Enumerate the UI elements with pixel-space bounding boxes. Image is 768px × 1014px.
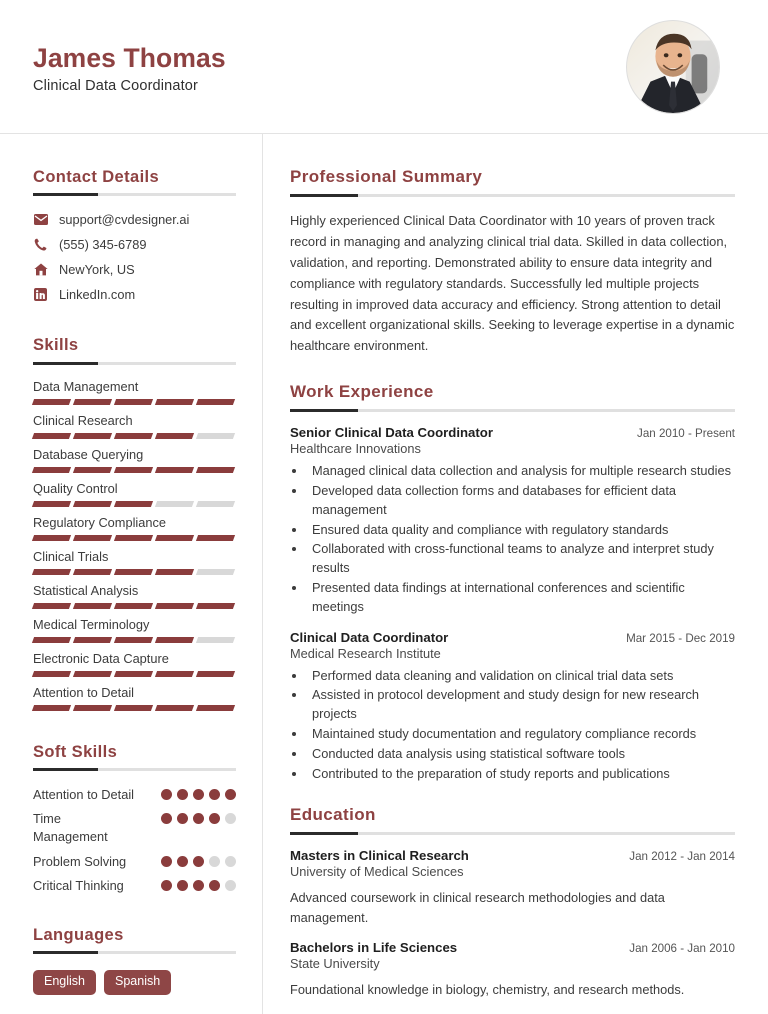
work-entry-list — [290, 425, 735, 783]
soft-skill-dot — [209, 789, 220, 800]
soft-skill-item — [33, 877, 236, 895]
soft-skill-dot — [177, 813, 188, 824]
skill-label: Electronic Data Capture — [33, 650, 169, 666]
skill-bar-segment — [155, 399, 194, 405]
skill-item — [33, 617, 236, 643]
skill-bar-segment — [155, 433, 194, 439]
work-bullet: • Conducted data analysis using statistical software tools — [307, 745, 735, 764]
skill-label: Quality Control — [33, 480, 118, 496]
soft-skill-dot — [209, 813, 220, 824]
work-bullet: • Collaborated with cross-functional teams to analyze and interpret study results — [307, 540, 735, 578]
summary-paragraph: Highly experienced Clinical Data Coordinator with 10 years of proven track record in managing and analyzing clinical trial data. Skilled in data collection, validation, and reporting. Demonstrated ability to ensure data integrity and compliance with regulatory standards. Successfully led multiple projects resulting in improved data accuracy and efficiency. Strong attention to detail and excellent organizational skills. Seeking to leverage expertise in a dynamic healthcare environment. — [290, 212, 735, 354]
skill-bar-segment — [73, 637, 112, 643]
skill-bar-segment — [114, 705, 153, 711]
skill-bar-segment — [73, 501, 112, 507]
spacer — [290, 357, 735, 381]
skill-bar-segment — [196, 705, 235, 711]
skill-label: Attention to Detail — [33, 684, 135, 700]
work-company: Healthcare Innovations — [290, 441, 421, 457]
skill-bar-segment — [32, 603, 71, 609]
spacer — [33, 719, 236, 741]
languages-heading — [33, 924, 236, 954]
skill-bar-segment — [155, 467, 194, 473]
work-company: Medical Research Institute — [290, 645, 441, 661]
education-description: Advanced coursework in clinical research methodologies and data management. — [290, 890, 665, 925]
spacer — [33, 312, 236, 334]
skill-bar-segment — [114, 535, 153, 541]
sidebar — [0, 134, 263, 1014]
resume-body — [0, 134, 768, 1014]
work-entry — [290, 630, 735, 784]
skill-rating-bar — [33, 399, 236, 405]
section-soft-skills — [33, 741, 236, 896]
skill-bar-segment — [73, 603, 112, 609]
skill-bar-segment — [196, 603, 235, 609]
work-job-title: Senior Clinical Data Coordinator — [290, 425, 493, 441]
section-professional-summary — [290, 166, 735, 357]
language-badge[interactable]: English — [33, 970, 96, 995]
skill-bar-segment — [114, 569, 153, 575]
soft-skill-item — [33, 853, 236, 871]
skill-label: Data Management — [33, 378, 139, 394]
skill-rating-bar — [33, 637, 236, 643]
skill-item — [33, 413, 236, 439]
work-date-range: Jan 2010 - Present — [637, 427, 735, 441]
skill-item — [33, 447, 236, 473]
skill-bar-segment — [196, 569, 235, 575]
soft-skill-label: Critical Thinking — [33, 878, 124, 894]
section-contact-details — [33, 166, 236, 302]
skill-bar-segment — [114, 501, 153, 507]
skill-bar-segment — [32, 569, 71, 575]
soft-skill-dot — [225, 880, 236, 891]
skill-rating-bar — [33, 501, 236, 507]
language-badge[interactable]: Spanish — [104, 970, 171, 995]
skill-item — [33, 583, 236, 609]
skill-bar-segment — [155, 535, 194, 541]
section-title: Professional Summary — [290, 167, 483, 186]
skill-bar-segment — [196, 671, 235, 677]
linkedin-icon — [33, 287, 48, 302]
education-school: State University — [290, 955, 380, 971]
skill-bar-segment — [32, 535, 71, 541]
soft-skill-dot — [225, 856, 236, 867]
resume-header — [0, 0, 768, 134]
skill-label: Clinical Trials — [33, 548, 109, 564]
soft-skill-label: Attention to Detail — [33, 786, 135, 802]
section-languages — [33, 924, 236, 995]
skill-bar-segment — [32, 705, 71, 711]
skill-bar-segment — [114, 433, 153, 439]
soft-skill-dot — [177, 856, 188, 867]
skill-bar-segment — [73, 467, 112, 473]
soft-skill-item — [33, 786, 236, 804]
education-description: Foundational knowledge in biology, chemistry, and research methods. — [290, 981, 685, 997]
soft-skill-dot — [161, 856, 172, 867]
work-bullet-list — [307, 667, 735, 784]
skill-item — [33, 515, 236, 541]
languages-list — [33, 970, 236, 995]
soft-skill-dot — [225, 789, 236, 800]
education-entry — [290, 940, 735, 999]
education-date-range: Jan 2012 - Jan 2014 — [629, 850, 735, 864]
skill-bar-segment — [32, 399, 71, 405]
contact-item-phone[interactable] — [33, 237, 236, 252]
skill-item — [33, 549, 236, 575]
soft-skills-list — [33, 786, 236, 895]
education-school: University of Medical Sciences — [290, 864, 464, 880]
work-job-title: Clinical Data Coordinator — [290, 629, 449, 645]
work-bullet: • Managed clinical data collection and analysis for multiple research studies — [307, 462, 735, 481]
section-title: Contact Details — [33, 168, 160, 186]
skill-bar-segment — [73, 569, 112, 575]
soft-skill-label: Time Management — [33, 811, 108, 845]
soft-skill-dot — [161, 880, 172, 891]
section-title: Education — [290, 805, 376, 825]
professional-summary-heading — [290, 166, 735, 197]
education-entry-list — [290, 848, 735, 999]
section-title: Languages — [33, 926, 124, 945]
work-bullet: • Developed data collection forms and databases for efficient data management — [307, 482, 735, 520]
soft-skill-dot — [209, 856, 220, 867]
spacer — [290, 784, 735, 804]
header-text-block — [33, 39, 226, 94]
education-heading — [290, 804, 735, 835]
soft-skill-dot — [193, 856, 204, 867]
soft-skill-dot — [193, 789, 204, 800]
skill-bar-segment — [155, 705, 194, 711]
skill-bar-segment — [73, 433, 112, 439]
skill-label: Statistical Analysis — [33, 582, 139, 598]
skill-rating-bar — [33, 433, 236, 439]
section-divider — [290, 409, 735, 412]
soft-skill-dot — [193, 880, 204, 891]
skill-bar-segment — [32, 433, 71, 439]
skill-rating-bar — [33, 671, 236, 677]
soft-skill-dot — [193, 813, 204, 824]
contact-list — [33, 212, 236, 302]
header-job-title: Clinical Data Coordinator — [33, 78, 198, 95]
soft-skill-item — [33, 810, 236, 845]
work-bullet: • Ensured data quality and compliance with regulatory standards — [307, 521, 735, 540]
skill-item — [33, 379, 236, 405]
education-date-range: Jan 2006 - Jan 2010 — [629, 941, 735, 955]
soft-skill-dot — [161, 789, 172, 800]
soft-skill-dot — [161, 813, 172, 824]
education-entry — [290, 848, 735, 926]
skill-bar-segment — [114, 603, 153, 609]
skill-bar-segment — [155, 603, 194, 609]
spacer — [33, 902, 236, 924]
skill-bar-segment — [114, 467, 153, 473]
contact-item-location[interactable] — [33, 262, 236, 277]
skill-bar-segment — [32, 671, 71, 677]
education-entry-header — [290, 940, 735, 955]
skill-bar-segment — [196, 433, 235, 439]
skill-bar-segment — [155, 569, 194, 575]
section-divider — [33, 951, 236, 954]
skill-bar-segment — [114, 399, 153, 405]
skill-rating-bar — [33, 569, 236, 575]
work-bullet: • Presented data findings at international conferences and scientific meetings — [307, 579, 735, 617]
contact-value: (555) 345-6789 — [59, 237, 147, 253]
work-entry-header — [290, 630, 735, 645]
skill-bar-segment — [32, 467, 71, 473]
education-degree: Bachelors in Life Sciences — [290, 939, 458, 955]
skills-heading — [33, 334, 236, 364]
soft-skill-rating — [161, 810, 236, 824]
soft-skill-rating — [161, 786, 236, 800]
home-icon — [33, 262, 48, 277]
skill-rating-bar — [33, 535, 236, 541]
skill-bar-segment — [155, 637, 194, 643]
contact-details-heading — [33, 166, 236, 196]
soft-skill-dot — [209, 880, 220, 891]
skill-rating-bar — [33, 467, 236, 473]
skill-bar-segment — [114, 671, 153, 677]
skill-item — [33, 685, 236, 711]
section-title: Skills — [33, 336, 79, 355]
page-title: James Thomas — [33, 42, 226, 73]
skill-bar-segment — [73, 399, 112, 405]
section-divider — [33, 193, 236, 196]
envelope-icon — [33, 212, 48, 227]
work-bullet: • Contributed to the preparation of study reports and publications — [307, 765, 735, 784]
phone-icon — [33, 237, 48, 252]
skill-label: Clinical Research — [33, 412, 133, 428]
soft-skill-label: Problem Solving — [33, 853, 127, 869]
skill-label: Medical Terminology — [33, 616, 150, 632]
work-date-range: Mar 2015 - Dec 2019 — [626, 631, 735, 645]
skill-bar-segment — [73, 535, 112, 541]
skill-rating-bar — [33, 603, 236, 609]
section-divider — [33, 768, 236, 771]
skill-bar-segment — [196, 467, 235, 473]
skill-bar-segment — [196, 535, 235, 541]
education-degree: Masters in Clinical Research — [290, 848, 469, 864]
avatar-photo-icon — [627, 21, 719, 113]
section-education — [290, 804, 735, 999]
skill-bar-segment — [73, 705, 112, 711]
skills-list — [33, 379, 236, 711]
contact-value: support@cvdesigner.ai — [59, 212, 190, 228]
section-title: Soft Skills — [33, 742, 118, 761]
section-divider — [290, 832, 735, 835]
work-bullet: • Maintained study documentation and regulatory compliance records — [307, 725, 735, 744]
soft-skill-dot — [177, 880, 188, 891]
skill-bar-segment — [196, 399, 235, 405]
avatar — [626, 20, 720, 114]
contact-item-email[interactable] — [33, 212, 236, 227]
skill-bar-segment — [155, 501, 194, 507]
main-content — [263, 134, 768, 1014]
section-divider — [290, 194, 735, 197]
soft-skill-dot — [177, 789, 188, 800]
skill-item — [33, 481, 236, 507]
skill-item — [33, 651, 236, 677]
soft-skill-rating — [161, 853, 236, 867]
skill-bar-segment — [155, 671, 194, 677]
skill-rating-bar — [33, 705, 236, 711]
section-skills — [33, 334, 236, 710]
section-title: Work Experience — [290, 382, 434, 402]
skill-bar-segment — [73, 671, 112, 677]
education-entry-header — [290, 848, 735, 863]
contact-value: NewYork, US — [59, 262, 135, 278]
soft-skill-rating — [161, 877, 236, 891]
skill-bar-segment — [196, 501, 235, 507]
work-bullet: • Assisted in protocol development and study design for new research projects — [307, 686, 735, 724]
section-divider — [33, 362, 236, 365]
skill-label: Regulatory Compliance — [33, 514, 167, 530]
contact-value: LinkedIn.com — [59, 287, 136, 303]
work-bullet: • Performed data cleaning and validation on clinical trial data sets — [307, 667, 735, 686]
skill-bar-segment — [196, 637, 235, 643]
work-entry — [290, 425, 735, 616]
soft-skills-heading — [33, 741, 236, 771]
work-bullet-list — [307, 462, 735, 616]
skill-bar-segment — [114, 637, 153, 643]
work-experience-heading — [290, 381, 735, 412]
soft-skill-dot — [225, 813, 236, 824]
section-work-experience — [290, 381, 735, 783]
skill-bar-segment — [32, 637, 71, 643]
contact-item-linkedin[interactable] — [33, 287, 236, 302]
work-entry-header — [290, 425, 735, 440]
skill-bar-segment — [32, 501, 71, 507]
skill-label: Database Querying — [33, 446, 144, 462]
